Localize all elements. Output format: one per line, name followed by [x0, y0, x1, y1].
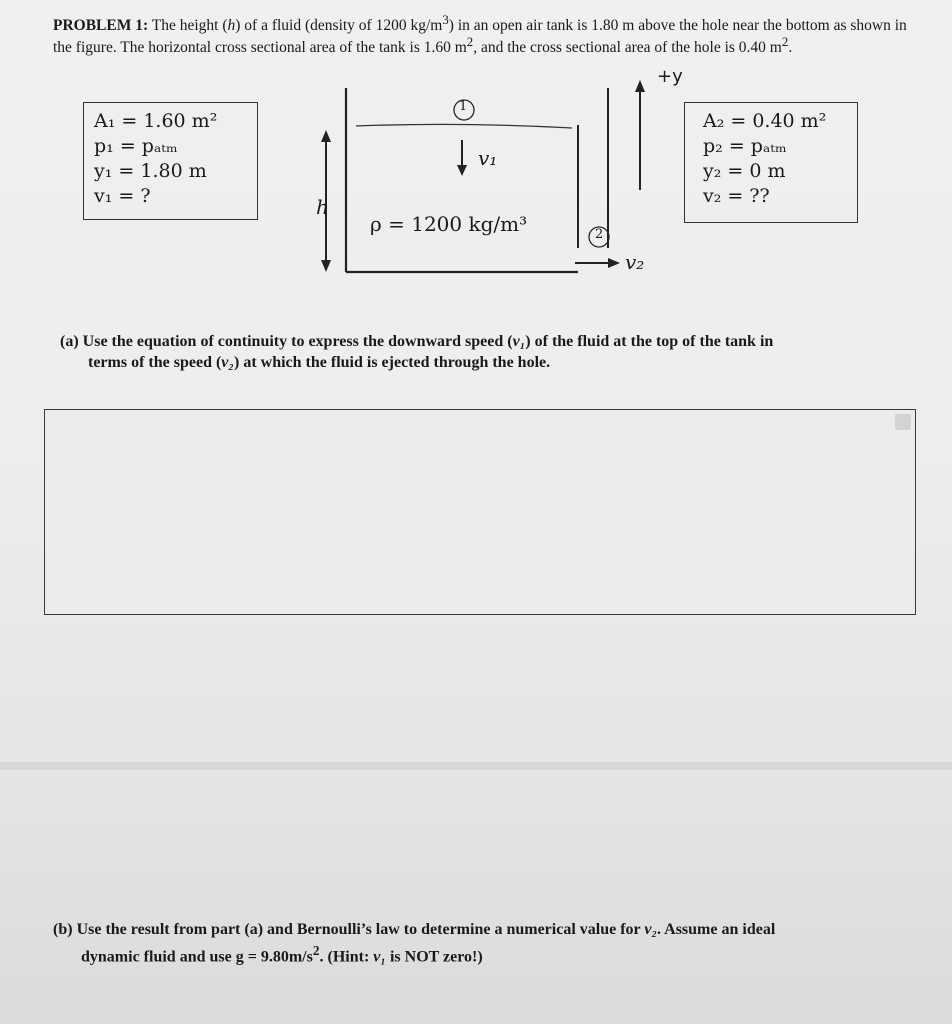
given-a1: A₁ = 1.60 m² [94, 110, 218, 132]
problem-h-symbol: h [227, 17, 236, 35]
given-v2: v₂ = ?? [703, 185, 770, 207]
v1-label: v₁ [478, 146, 498, 170]
part-b-v2: v₂ [644, 921, 658, 938]
part-a-text-2: ) of the fluid at the top of the tank in [525, 333, 774, 350]
resize-handle-icon[interactable] [895, 414, 911, 430]
part-b-text-5: is NOT zero!) [385, 948, 483, 966]
page-fold-shadow [0, 762, 952, 770]
problem-text-4: , and the cross sectional area of the hole is 0.40 m [473, 39, 782, 57]
part-a-text-1: Use the equation of continuity to express the downward speed ( [78, 333, 513, 350]
fluid-surface [356, 124, 572, 128]
y-axis-label: +y [657, 66, 683, 87]
part-a-text-4: ) at which the fluid is ejected through the hole. [233, 354, 551, 371]
given-y2: y₂ = 0 m [703, 160, 786, 182]
given-p1: p₁ = pₐₜₘ [94, 135, 178, 157]
part-a-text-3: terms of the speed ( [88, 354, 222, 371]
h-arrow-down-head [321, 260, 331, 272]
part-a-question [60, 331, 920, 373]
part-a-label: (a) [60, 333, 79, 350]
part-b-question [53, 919, 933, 967]
problem-label: PROBLEM 1: [53, 17, 149, 35]
problem-text-3: ) in an open air tank is 1.80 m above the hole near the bottom as shown in the figure. The horizontal cross sectional area of the tank is 1.60 m [53, 17, 907, 57]
part-b-text-3: dynamic fluid and use g = 9.80m/s [81, 948, 313, 966]
part-b-text-2: . Assume an ideal [657, 921, 776, 938]
part-b-exp: 2 [312, 943, 320, 958]
y-axis-head [635, 80, 645, 92]
part-b-v1: v₁ [373, 948, 386, 966]
density-label: ρ = 1200 kg/m³ [370, 212, 528, 236]
problem-exp-3: 2 [781, 34, 789, 50]
problem-exp-1: 3 [442, 12, 449, 27]
part-a-answer-box[interactable] [44, 409, 916, 615]
given-v1: v₁ = ? [94, 185, 151, 207]
point-1-label: 1 [459, 99, 468, 114]
part-a-v2: v₂ [221, 354, 234, 371]
given-y1: y₁ = 1.80 m [94, 160, 207, 182]
part-b-text-4: . (Hint: [319, 948, 374, 966]
part-b-line-1 [53, 919, 933, 940]
part-a-line-2 [60, 352, 920, 373]
part-a-v1: v₁ [512, 333, 526, 350]
v2-arrow-head [608, 258, 620, 268]
v1-arrow-head [457, 165, 467, 176]
given-p2: p₂ = pₐₜₘ [703, 135, 787, 157]
part-b-label: (b) [53, 921, 73, 938]
h-arrow-up-head [321, 130, 331, 142]
problem-exp-2: 2 [466, 34, 474, 50]
problem-statement [53, 12, 913, 56]
h-label: h [316, 195, 329, 219]
part-b-text-1: Use the result from part (a) and Bernoulli’s law to determine a numerical value for [72, 921, 645, 938]
problem-text-2: ) of a fluid (density of 1200 kg/m [235, 17, 443, 35]
point-2-label: 2 [595, 227, 604, 242]
part-b-line-2 [53, 940, 933, 967]
problem-text-1: The height ( [148, 17, 228, 35]
part-a-line-1 [60, 331, 920, 352]
tank-diagram [0, 60, 952, 300]
given-a2: A₂ = 0.40 m² [703, 110, 827, 132]
problem-text-5: . [788, 39, 793, 57]
v2-label: v₂ [625, 250, 645, 274]
